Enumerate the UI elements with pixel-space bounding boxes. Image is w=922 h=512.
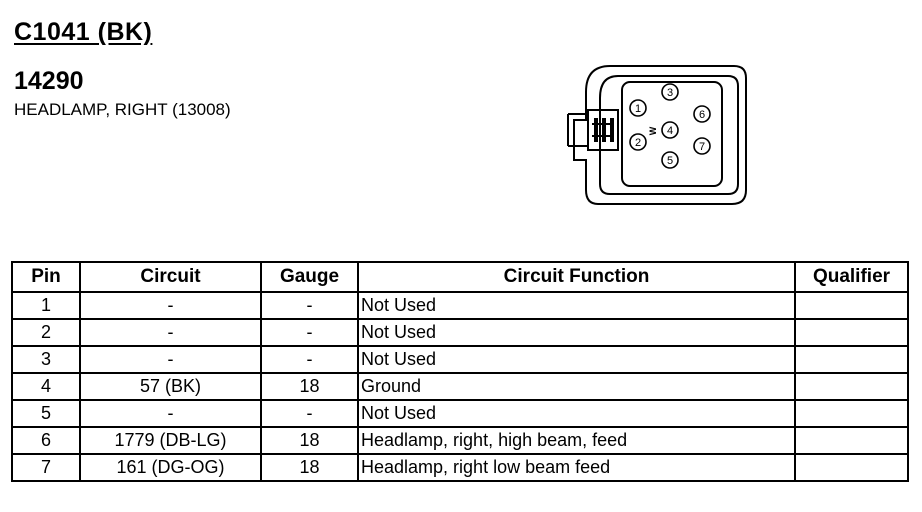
cell-gauge: 18 — [261, 427, 358, 454]
cell-gauge: 18 — [261, 373, 358, 400]
cell-pin: 6 — [12, 427, 80, 454]
pin-label-3: 3 — [666, 87, 674, 99]
cell-qualifier — [795, 292, 908, 319]
cell-pin: 1 — [12, 292, 80, 319]
cell-pin: 3 — [12, 346, 80, 373]
cell-circuit-function: Not Used — [358, 292, 795, 319]
cell-circuit: 161 (DG-OG) — [80, 454, 261, 481]
table-row — [12, 427, 908, 454]
pin-label-2: 2 — [634, 137, 642, 149]
cell-pin: 4 — [12, 373, 80, 400]
table-row — [12, 454, 908, 481]
header-gauge: Gauge — [261, 262, 358, 292]
cell-circuit-function: Not Used — [358, 346, 795, 373]
cell-circuit: - — [80, 346, 261, 373]
cell-qualifier — [795, 400, 908, 427]
cell-qualifier — [795, 454, 908, 481]
cell-circuit: 1779 (DB-LG) — [80, 427, 261, 454]
part-number: 14290 — [14, 67, 84, 95]
connector-face-diagram — [562, 62, 752, 212]
pin-label-4: 4 — [666, 125, 674, 137]
cell-qualifier — [795, 319, 908, 346]
pin-label-7: 7 — [698, 141, 706, 153]
cell-circuit-function: Ground — [358, 373, 795, 400]
cell-pin: 7 — [12, 454, 80, 481]
pin-label-1: 1 — [634, 103, 642, 115]
cell-circuit-function: Not Used — [358, 400, 795, 427]
header-circuit-function: Circuit Function — [358, 262, 795, 292]
cell-qualifier — [795, 373, 908, 400]
header-pin: Pin — [12, 262, 80, 292]
table-row — [12, 292, 908, 319]
table-header-row — [12, 262, 908, 292]
cell-pin: 2 — [12, 319, 80, 346]
component-name: HEADLAMP, RIGHT (13008) — [14, 100, 231, 119]
pin-label-5: 5 — [666, 155, 674, 167]
cell-circuit: - — [80, 292, 261, 319]
table-row — [12, 319, 908, 346]
cell-circuit: - — [80, 400, 261, 427]
table-row — [12, 373, 908, 400]
cell-circuit-function: Not Used — [358, 319, 795, 346]
cell-gauge: - — [261, 400, 358, 427]
pinout-table — [11, 261, 909, 482]
cell-gauge: - — [261, 292, 358, 319]
cell-qualifier — [795, 346, 908, 373]
connector-id: C1041 (BK) — [14, 18, 153, 46]
cell-circuit-function: Headlamp, right low beam feed — [358, 454, 795, 481]
cell-pin: 5 — [12, 400, 80, 427]
header-circuit: Circuit — [80, 262, 261, 292]
table-row — [12, 400, 908, 427]
cell-gauge: 18 — [261, 454, 358, 481]
header-qualifier: Qualifier — [795, 262, 908, 292]
cell-circuit-function: Headlamp, right, high beam, feed — [358, 427, 795, 454]
cell-circuit: 57 (BK) — [80, 373, 261, 400]
cell-gauge: - — [261, 346, 358, 373]
cell-gauge: - — [261, 319, 358, 346]
pin-label-6: 6 — [698, 109, 706, 121]
cell-qualifier — [795, 427, 908, 454]
table-row — [12, 346, 908, 373]
cell-circuit: - — [80, 319, 261, 346]
polarity-marker: W — [648, 126, 658, 136]
